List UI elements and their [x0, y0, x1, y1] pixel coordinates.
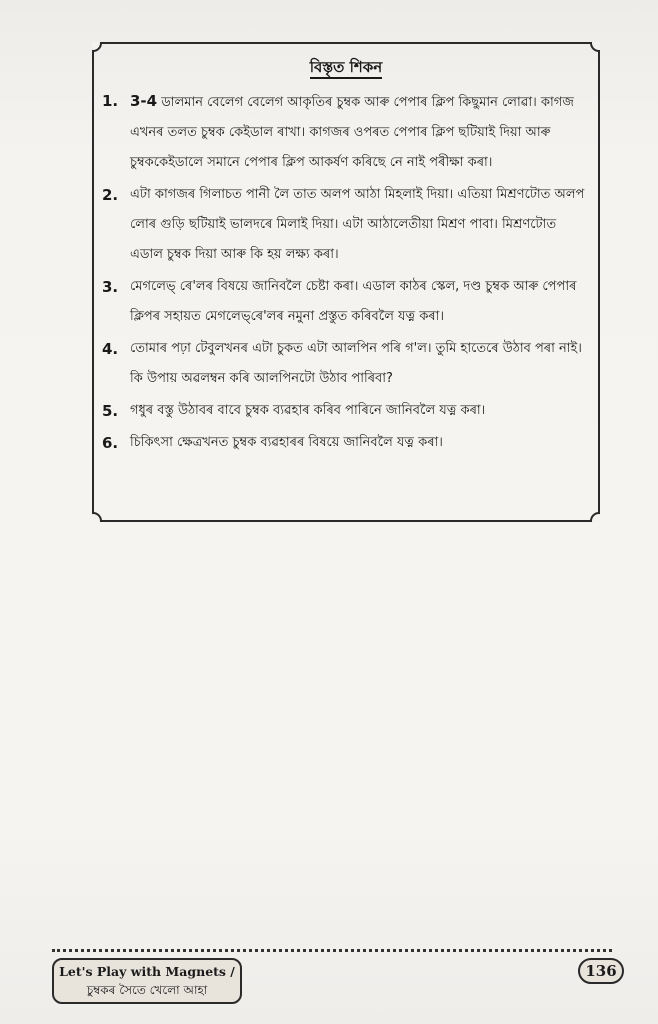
item-lead: 3-4	[130, 92, 158, 110]
chapter-title-assamese: চুম্বকৰ সৈতে খেলো আহা	[86, 983, 208, 997]
box-corner	[590, 512, 608, 530]
activity-item-1	[102, 86, 588, 178]
activity-item-4	[102, 334, 588, 394]
item-number: 4.	[102, 340, 119, 358]
activity-item-6	[102, 428, 588, 458]
activity-box	[92, 42, 600, 522]
item-text: তোমাৰ পঢ়া টেবুলখনৰ এটা চুকত এটা আলপিন পৰি গ'ল। তুমি হাতেৰে উঠাব পৰা নাই। কি উপায় অৱলম্বন কৰি আলপিনটো উঠাব পাৰিবা?	[130, 341, 582, 386]
box-corner	[590, 34, 608, 52]
chapter-footer-tab	[52, 958, 242, 1004]
item-number: 2.	[102, 186, 119, 204]
activity-title: বিস্তৃত শিকন	[94, 56, 598, 81]
activity-item-3	[102, 272, 588, 332]
item-number: 5.	[102, 402, 119, 420]
footer-divider	[52, 949, 612, 952]
item-text: ডালমান বেলেগ বেলেগ আকৃতিৰ চুম্বক আৰু পেপাৰ ক্লিপ কিছুমান লোৱা। কাগজ এখনৰ তলত চুম্বক কেইডাল ৰাখা। কাগজৰ ওপৰত পেপাৰ ক্লিপ ছটিয়াই দিয়া আৰু চুম্বককেইডালে সমানে পেপাৰ ক্লিপ আকৰ্ষণ কৰিছে নে নাই পৰীক্ষা কৰা।	[130, 95, 574, 170]
box-corner	[84, 34, 102, 52]
item-text: মেগলেভ্ ৰে'লৰ বিষয়ে জানিবলৈ চেষ্টা কৰা। এডাল কাঠৰ স্কেল, দণ্ড চুম্বক আৰু পেপাৰ ক্লিপৰ সহায়ত মেগলেভ্‌ৰে'লৰ নমুনা প্ৰস্তুত কৰিবলৈ যত্ন কৰা।	[130, 279, 577, 324]
activity-item-2	[102, 180, 588, 270]
chapter-title-english: Let's Play with Magnets /	[59, 964, 235, 979]
item-text: চিকিৎসা ক্ষেত্ৰখনত চুম্বক ব্যৱহাৰৰ বিষয়ে জানিবলৈ যত্ন কৰা।	[130, 435, 443, 450]
item-number: 6.	[102, 434, 119, 452]
item-text: গধুৰ বস্তু উঠাবৰ বাবে চুম্বক ব্যৱহাৰ কৰিব পাৰিনে জানিবলৈ যত্ন কৰা।	[130, 403, 486, 418]
item-number: 3.	[102, 278, 119, 296]
item-number: 1.	[102, 92, 119, 110]
activity-list	[102, 86, 588, 460]
page-number: 136	[578, 958, 624, 984]
box-corner	[84, 512, 102, 530]
activity-item-5	[102, 396, 588, 426]
item-text: এটা কাগজৰ গিলাচত পানী লৈ তাত অলপ আঠা মিহলাই দিয়া। এতিয়া মিশ্ৰণটোত অলপ লোৰ গুড়ি ছটিয়াই ভালদৰে মিলাই দিয়া। এটা আঠালেতীয়া মিশ্ৰণ পাবা। মিশ্ৰণটোত এডাল চুম্বক দিয়া আৰু কি হয় লক্ষ্য কৰা।	[130, 187, 585, 262]
